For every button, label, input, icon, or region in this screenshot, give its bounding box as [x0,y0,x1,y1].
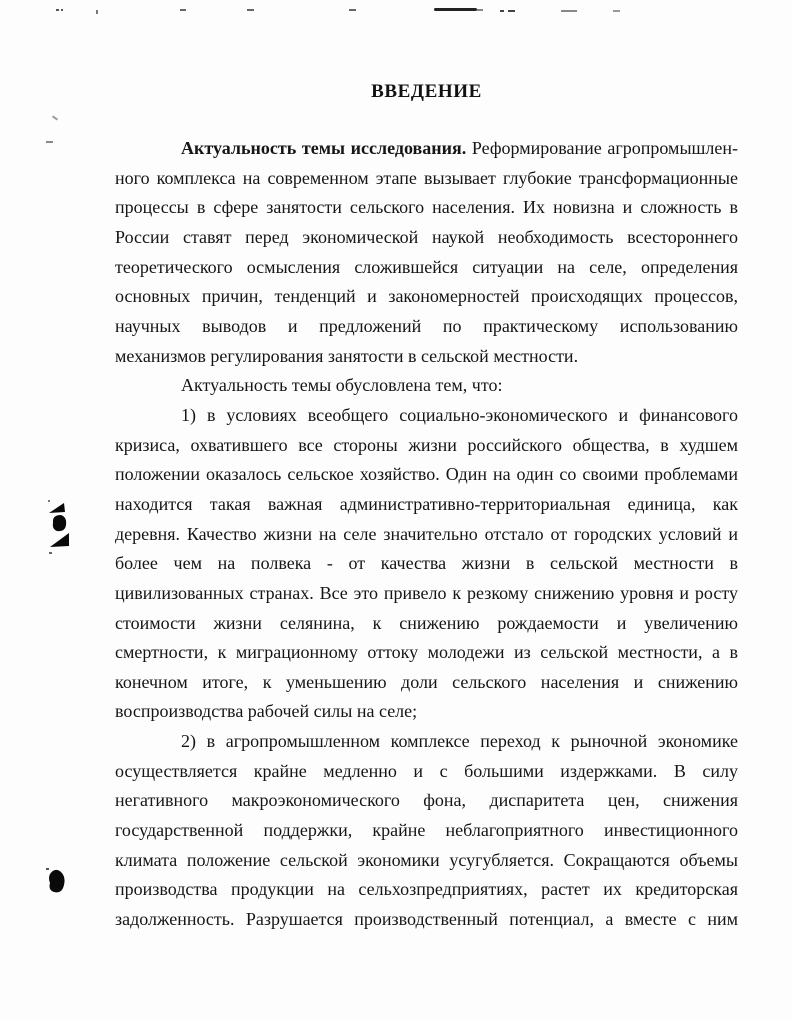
text-line [115,905,738,935]
scan-speck [477,9,483,11]
text-line [115,846,738,876]
bold-run: Актуальность темы исследования. [181,138,467,158]
text-line [115,668,738,698]
text-line [115,520,738,550]
text-line [115,816,738,846]
text-line [115,134,738,164]
text-run: цивилизованных странах. Все это привело к резкому снижению уровня и росту [115,582,738,603]
pencil-mark [46,141,53,143]
scan-speck [434,8,477,11]
text-line [115,875,738,905]
text-run: производства продукции на сельхозпредприятиях, растет их кредиторская [115,879,738,900]
text-line [115,757,738,787]
text-run: 1) в условиях всеобщего социально-экономического и финансового [181,404,738,425]
text-run: Реформирование агропромышлен- [471,138,739,158]
text-run: ного комплекса на современном этапе вызывает глубокие трансформационные [115,167,738,188]
scan-speck [61,9,63,11]
text-line [115,727,738,757]
text-run: механизмов регулирования занятости в сельской местности. [115,345,579,366]
text-line [115,223,738,253]
ink-blot-icon [40,495,72,557]
text-run: положении оказалось сельское хозяйство. Один на один со своими проблемами [115,464,738,485]
text-line [115,549,738,579]
text-run: России ставят перед экономической наукой необходимость всестороннего [115,226,738,247]
text-run: негативного макроэкономического фона, диспаритета цен, снижения [115,790,738,811]
text-run: осуществляется крайне медленно и с большими издержками. В силу [115,760,738,781]
text-run: смертности, к миграционному оттоку молодежи из сельской местности, а в [115,642,738,663]
pencil-mark [52,115,58,120]
text-run: 2) в агропромышленном комплексе переход к рыночной экономике [181,731,738,752]
scan-speck [349,9,356,11]
text-line [115,342,738,372]
text-run: воспроизводства рабочей силы на селе; [115,701,418,722]
scan-speck [96,10,98,14]
text-run: основных причин, тенденций и закономерностей происходящих процессов, [115,286,738,307]
scan-speck [247,9,254,11]
text-line [115,490,738,520]
text-line [115,579,738,609]
text-line [115,786,738,816]
text-run: задолженность. Разрушается производственный потенциал, а вместе с ним [115,909,738,930]
text-line [115,193,738,223]
text-run: государственной поддержки, крайне неблагоприятного инвестиционного [115,820,738,841]
text-line [115,253,738,283]
ink-blot-icon [42,862,70,904]
text-run: научных выводов и предложений по практическому использованию [115,315,738,336]
text-line [115,431,738,461]
text-run: стоимости жизни селянина, к снижению рождаемости и увеличению [115,612,738,633]
text-run: деревня. Качество жизни на селе значительно отстало от городских условий и [115,523,738,544]
text-run: более чем на полвека - от качества жизни в сельской местности в [115,553,738,574]
scan-speck [500,10,504,12]
text-run: конечном итоге, к уменьшению доли сельского населения и снижению [115,671,738,692]
scan-speck [561,10,577,12]
text-run: процессы в сфере занятости сельского населения. Их новизна и сложность в [115,197,738,218]
text-run: теоретического осмысления сложившейся ситуации на селе, определения [115,256,738,277]
text-line [115,697,738,727]
text-line [115,282,738,312]
text-run: кризиса, охватившего все стороны жизни российского общества, в худшем [115,434,738,455]
scan-speck [56,9,59,11]
text-line [115,460,738,490]
scan-speck [508,10,515,12]
text-line [115,609,738,639]
text-line [115,401,738,431]
scan-speck [613,10,620,12]
text-block [115,134,738,935]
scan-speck [180,9,186,11]
text-line [115,164,738,194]
text-run: находится такая важная административно-территориальная единица, как [115,493,738,514]
text-line [115,371,738,401]
text-line [115,638,738,668]
text-line [115,312,738,342]
text-run: климата положение сельской экономики усугубляется. Сокращаются объемы [115,849,738,870]
text-run: Актуальность темы обусловлена тем, что: [181,375,503,396]
page-title: ВВЕДЕНИЕ [371,80,482,102]
